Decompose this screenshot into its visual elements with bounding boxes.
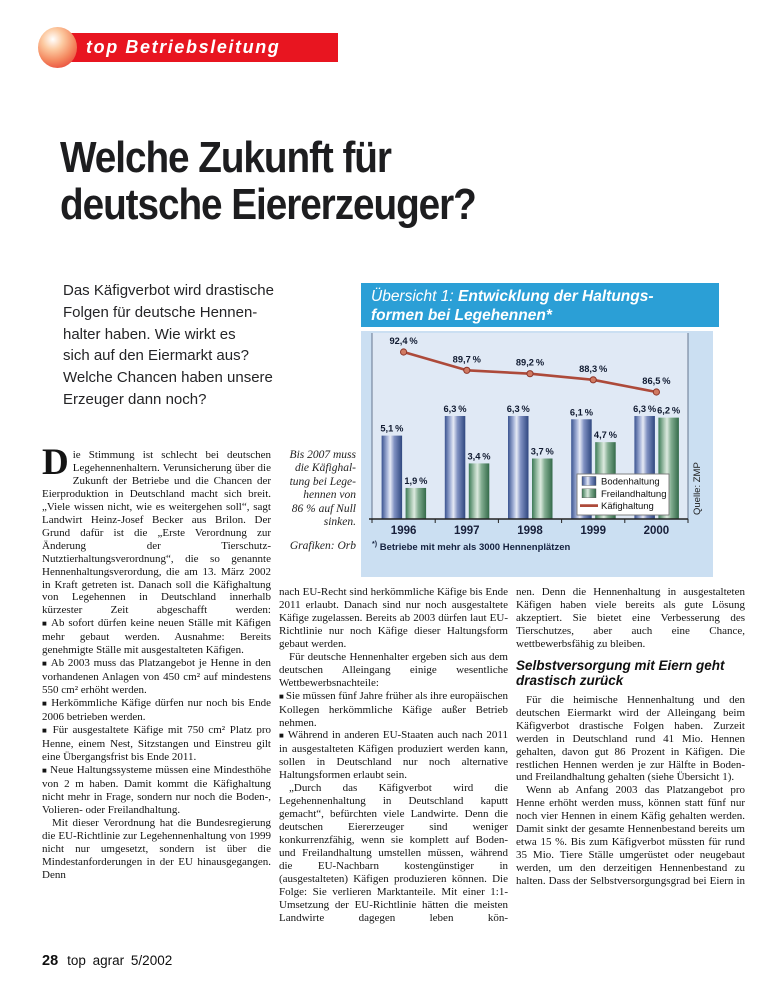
svg-text:Käfighaltung: Käfighaltung	[601, 501, 654, 513]
chart-title-line1: Übersicht 1: Entwicklung der Haltungs-	[371, 288, 654, 305]
text-line: 86 % auf Null	[291, 502, 356, 515]
chart	[361, 331, 713, 577]
x-axis-labels	[391, 525, 669, 537]
page-title-line2: deutsche Eiererzeuger?	[60, 180, 476, 229]
svg-text:89,7 %: 89,7 %	[452, 354, 481, 365]
text-line: halter haben. Wie wirkt es	[63, 325, 236, 343]
svg-text:88,3 %: 88,3 %	[579, 363, 608, 374]
body-paragraph: Wenn ab Anfang 2003 das Platzangebot pro Henne erhöht werden muss, können statt fünf nur noch vier Hennen in einem Käfig gehalten werden. Damit sinkt der gesamte Hennenbestand bereits um etwa 15 %. Bis zum Käfigverbot müssten für rund 35 Mio. Tiere Ställe umgerüstet oder neugebaut werden, um den derzeitigen Hennenbestand zu halten. Dass der Selbstversorgungsgrad bei Eiern in	[516, 784, 745, 888]
text-line: sich auf den Eiermarkt aus?	[63, 347, 249, 365]
drop-cap: D	[42, 442, 69, 483]
body-paragraph: nach EU-Recht sind herkömmliche Käfige bis Ende 2011 erlaubt. Danach sind nur noch ausgestaltete Käfige zugelassen. Bereits ab 2003 dürfen laut EU-Richtlinie nur noch Käfige dieser Haltungsform gebaut werden.	[279, 586, 508, 650]
text-line: Bis 2007 muss	[289, 449, 356, 461]
svg-text:6,3 %: 6,3 %	[443, 403, 467, 414]
text-line: hennen von	[303, 489, 356, 502]
svg-text:6,1 %: 6,1 %	[569, 407, 593, 418]
body-paragraph: nen. Denn die Hennenhaltung in ausgestalteten Käfigen haben viele bereits als gute Lösung akzeptiert. Sie bietet eine Verbesserung des Tierschutzes, aber auch eine Chance, wettbewerbsfähig zu bleiben.	[516, 586, 745, 650]
page-title	[60, 134, 476, 228]
text-line: Folgen für deutsche Hennen-	[63, 303, 258, 321]
svg-text:86,5 %: 86,5 %	[642, 376, 671, 387]
svg-text:6,3 %: 6,3 %	[506, 403, 530, 414]
chart-title-bar	[361, 283, 719, 327]
section-banner-label: top Betriebsleitung	[86, 37, 281, 57]
section-subheading: Selbstversorgung mit Eiern geht drastisch zurück	[516, 657, 725, 689]
svg-text:3,7 %: 3,7 %	[530, 446, 554, 457]
body-paragraph: Die Stimmung ist schlecht bei deutschen Legehennenhaltern. Verunsicherung über die Zukunft der Betriebe und die Chancen der Eierproduktion in Deutschland macht sich breit. „Viele wissen nicht, wie es weitergehen soll“, sagt Landwirt Heinz-Josef Becker aus Brilon. Der Grund dafür ist die „Erste Verordnung zur Änderung der Tierschutz-Nutztierhaltungsverordnung“, die so genannte Hennenhaltungsverordung, die am 13. März 2002 in Kraft getreten ist. Danach soll die Käfighaltung von Legehennen in Deutschland innerhalb kürzester Zeit abgeschafft werden:	[42, 442, 271, 617]
bullet-square-icon: ■	[42, 659, 51, 669]
svg-text:3,4 %: 3,4 %	[467, 451, 491, 462]
bullet-paragraph: ■ Sie müssen fünf Jahre früher als ihre europäischen Kollegen herkömmliche Käfige außer Betrieb nehmen.	[279, 689, 508, 729]
chart-legend	[577, 474, 669, 515]
svg-text:6,3 %: 6,3 %	[633, 403, 657, 414]
chart-source: Quelle: ZMP	[692, 462, 703, 515]
bullet-square-icon: ■	[42, 699, 52, 709]
bullet-paragraph: ■ Für ausgestaltete Käfige mit 750 cm² Platz pro Henne, einem Nest, Sitzstangen und Einstreu gilt eine Übergangsfrist bis Ende 2011.	[42, 724, 272, 763]
svg-text:1,9 %: 1,9 %	[404, 475, 428, 486]
figure-credit: Grafiken: Orb	[289, 540, 356, 553]
bullet-square-icon: ■	[42, 765, 51, 775]
svg-text:Freilandhaltung: Freilandhaltung	[601, 488, 667, 500]
text-line: sinken.	[323, 516, 356, 529]
bullet-paragraph: ■ Ab 2003 muss das Platzangebot je Henne in den vorhandenen Anlagen von 450 cm² auf mindestens 550 cm² erhöht werden.	[42, 657, 271, 697]
svg-text:2000: 2000	[643, 525, 670, 537]
svg-text:1999: 1999	[580, 525, 606, 537]
body-column-3	[516, 586, 745, 888]
svg-text:1998: 1998	[517, 525, 543, 537]
bullet-paragraph: ■ Ab sofort dürfen keine neuen Ställe mit Käfigen mehr gebaut werden. Ausnahme: Bereits genehmigte Ställe mit ausgestalteten Käfigen.	[42, 617, 271, 657]
svg-text:4,7 %: 4,7 %	[593, 430, 617, 441]
text-line: Welche Chancen haben unsere	[63, 369, 273, 387]
svg-text:89,2 %: 89,2 %	[515, 357, 545, 368]
bullet-square-icon: ■	[279, 731, 288, 741]
body-paragraph: Für deutsche Hennenhalter ergeben sich aus dem deutschen Alleingang einige wesentliche Wettbewerbsnachteile:	[279, 650, 508, 689]
page-footer	[42, 953, 172, 969]
body-column-1	[42, 442, 272, 881]
chart-canvas	[361, 331, 713, 577]
svg-text:1997: 1997	[454, 525, 480, 537]
svg-text:92,4 %: 92,4 %	[389, 336, 418, 346]
page-title-line1: Welche Zukunft für	[60, 133, 391, 182]
bullet-square-icon: ■	[42, 726, 53, 736]
page-number: 28	[42, 953, 59, 969]
svg-text:5,1 %: 5,1 %	[380, 423, 404, 434]
body-column-2	[279, 586, 508, 925]
text-line: Das Käfigverbot wird drastische	[63, 282, 274, 299]
bullet-square-icon: ■	[42, 619, 52, 629]
magazine-issue: top agrar 5/2002	[67, 953, 173, 968]
body-paragraph: „Durch das Käfigverbot wird die Legehennenhaltung in Deutschland kaputt gemacht“, befürchten viele Landwirte. Denn die deutschen Eiererzeuger sind weniger konkurrenzfähig, wenn sie komplett auf Boden- und Freilandhaltung umstellen müssen, während die EU-Nachbarn kostengünstiger in (ausgestalteten) Käfigen produzieren können. Die Folge: Sie verlieren Marktanteile. Mit einer 1:1-Umsetzung der EU-Richtlinie hätten die meisten Landwirte dagegen leben kön-	[279, 782, 508, 924]
body-paragraph: Für die heimische Hennenhaltung und den deutschen Eiermarkt wird der Alleingang beim Käfigverbot drastische Folgen haben. Zurzeit werden in Deutschland rund 41 Mio. Hennen gehalten, davon gut 86 Prozent in Käfigen. Die restlichen Hennen werden je zur Hälfte in Boden- und Freilandhaltung gehalten (siehe Übersicht 1).	[516, 693, 745, 784]
text-line: tung bei Lege-	[289, 475, 356, 488]
article-intro	[63, 280, 274, 411]
svg-text:6,2 %: 6,2 %	[657, 405, 681, 416]
chart-title-line2: formen bei Legehennen*	[371, 307, 552, 324]
bullet-paragraph: ■ Neue Haltungssysteme müssen eine Mindesthöhe von 2 m haben. Damit kommt die Käfighaltung nicht mehr in Frage, sondern nur noch die Boden-, Volieren- oder Freilandhaltung.	[42, 763, 271, 816]
text-line: die Käfighal-	[294, 462, 356, 475]
text-line: Erzeuger dann noch?	[63, 390, 207, 408]
bullet-paragraph: ■ Herkömmliche Käfige dürfen nur noch bis Ende 2006 betrieben werden.	[42, 697, 271, 724]
bullet-square-icon: ■	[279, 691, 286, 701]
svg-text:Bodenhaltung: Bodenhaltung	[601, 476, 660, 488]
body-paragraph: Mit dieser Verordnung hat die Bundesregierung die EU-Richtlinie zur Legehennenhaltung von 1999 nicht nur umgesetzt, sondern ist über die Mindestanforderungen in der EU hinausgegangen. Denn	[42, 816, 271, 881]
egg-logo-icon	[38, 27, 77, 68]
chart-footnote: *) Betriebe mit mehr als 3000 Hennenplätzen	[372, 541, 571, 554]
bullet-paragraph: ■ Während in anderen EU-Staaten auch nach 2011 in ausgestalteten Käfigen produziert werden kann, sollen in Deutschland nur noch alternative Haltungsformen erlaubt sein.	[279, 729, 508, 782]
svg-text:1996: 1996	[390, 525, 417, 537]
